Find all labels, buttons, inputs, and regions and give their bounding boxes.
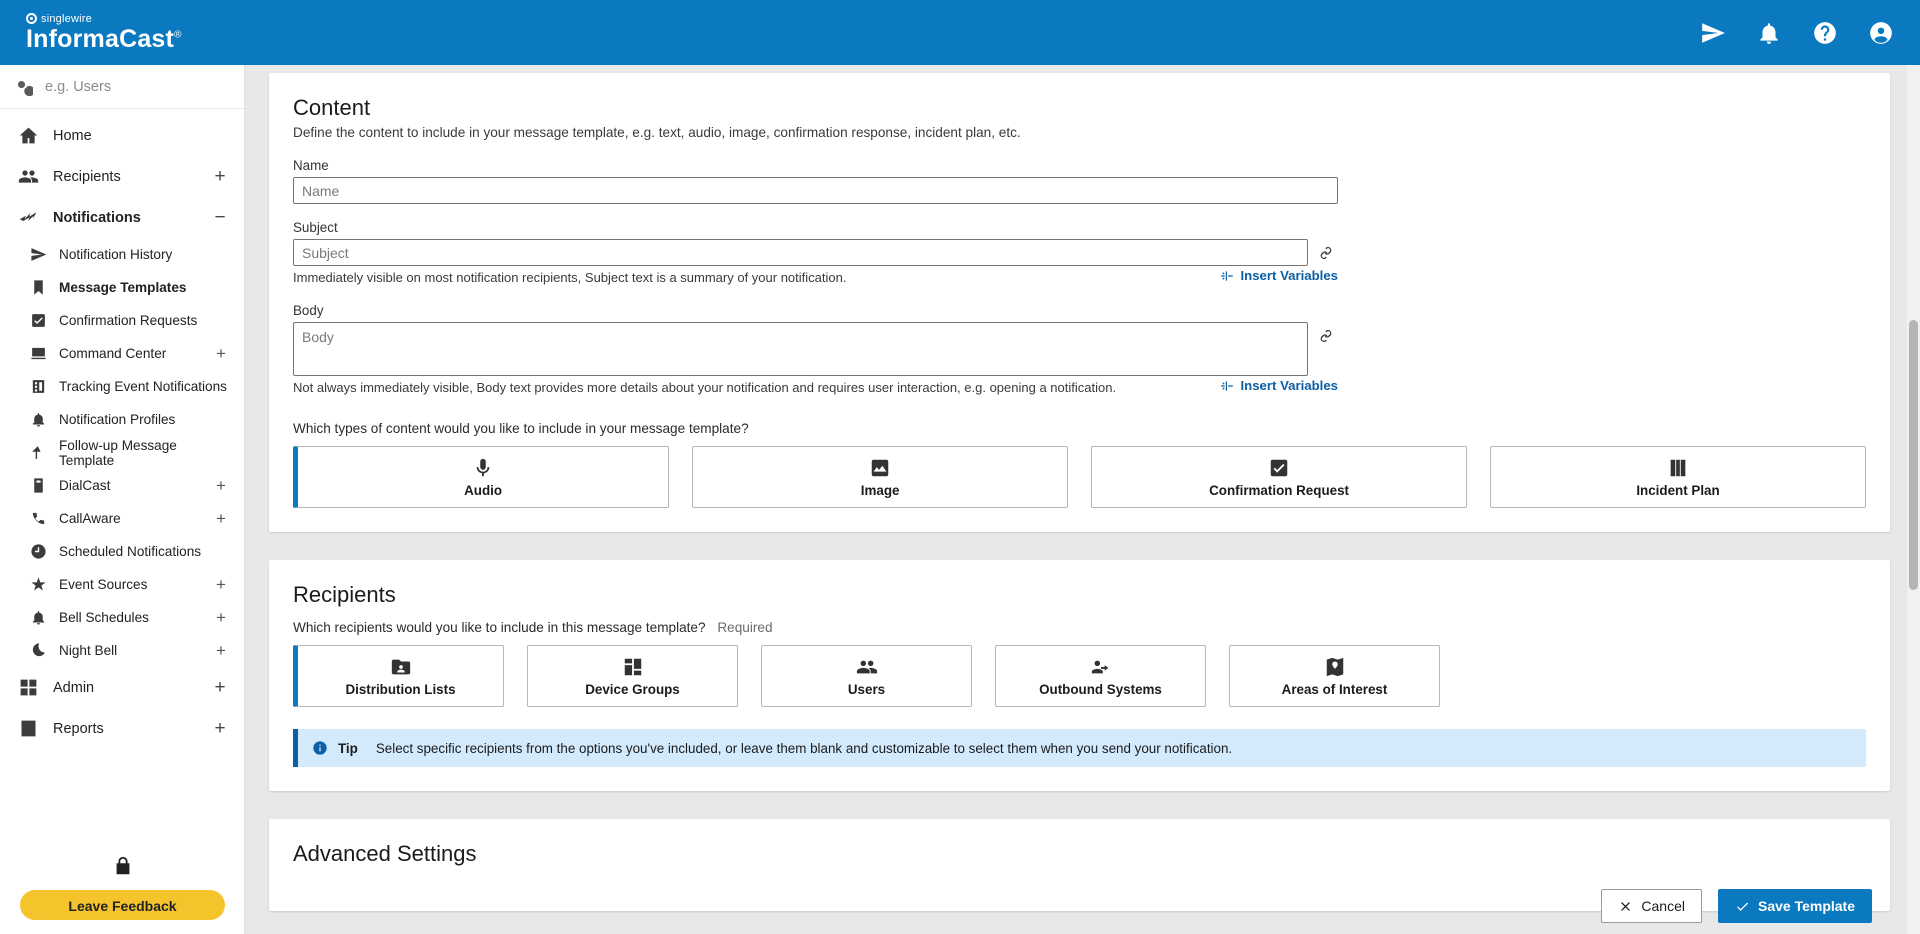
- expand-indicator[interactable]: +: [214, 677, 226, 698]
- brand-small-label: singlewire: [41, 12, 92, 25]
- expand-indicator[interactable]: +: [216, 607, 226, 627]
- areas-of-interest-icon: [1324, 656, 1346, 678]
- required-label: Required: [717, 620, 773, 635]
- close-icon: [1618, 899, 1633, 914]
- search-icon: [14, 77, 33, 96]
- recipient-tile-label: Distribution Lists: [345, 681, 456, 697]
- command-center-icon: [30, 345, 47, 362]
- expand-indicator[interactable]: +: [216, 475, 226, 495]
- sidebar-item-home[interactable]: [0, 115, 244, 156]
- expand-indicator[interactable]: +: [214, 718, 226, 739]
- recipient-tile-areas-of-interest[interactable]: [1229, 645, 1440, 707]
- sidebar-nav: [0, 109, 244, 749]
- insert-variables-subject-button[interactable]: [1220, 268, 1339, 283]
- sidebar-item-confirmation-requests[interactable]: [0, 304, 244, 337]
- top-bar: [0, 0, 1920, 65]
- recipient-tile-label: Outbound Systems: [1039, 681, 1162, 697]
- main-scrollbar[interactable]: [1907, 65, 1920, 934]
- check-square-icon: [1268, 457, 1290, 479]
- sidebar-item-bell-schedules[interactable]: [0, 601, 244, 634]
- content-section-subtitle: Define the content to include in your message template, e.g. text, audio, image, confirmation response, incident plan, etc.: [293, 125, 1021, 140]
- brand-registered-mark: ®: [174, 29, 182, 41]
- recipient-tile-device-groups[interactable]: [527, 645, 738, 707]
- dialcast-icon: [30, 477, 47, 494]
- tip-text: Select specific recipients from the options you've included, or leave them blank and customizable to select them when you send your notification.: [375, 740, 1233, 756]
- main-content: [245, 65, 1920, 934]
- body-field-label: Body: [293, 303, 324, 318]
- sidebar-footer: [0, 855, 245, 934]
- tracking-icon: [30, 378, 47, 395]
- recipients-question-text: Which recipients would you like to include in this message template?: [293, 620, 706, 635]
- sidebar-item-message-templates[interactable]: [0, 271, 244, 304]
- sidebar-item-follow-up-message-template[interactable]: [0, 436, 244, 469]
- cancel-label: Cancel: [1641, 898, 1685, 914]
- sidebar-item-label: Reports: [53, 720, 104, 737]
- incident-plan-icon: [1667, 457, 1689, 479]
- home-icon: [18, 125, 39, 146]
- insert-variables-icon: [1220, 269, 1234, 283]
- content-card: [269, 73, 1890, 532]
- recipient-tile-users[interactable]: [761, 645, 972, 707]
- subject-field-label: Subject: [293, 220, 338, 235]
- distribution-list-icon: [390, 656, 412, 678]
- content-tile-label: Incident Plan: [1636, 482, 1720, 498]
- sidebar-item-notifications[interactable]: [0, 197, 244, 238]
- content-tile-label: Image: [860, 482, 900, 498]
- body-input-row: [293, 322, 1866, 376]
- recipients-card: [269, 560, 1890, 791]
- sidebar-subitem-label: Scheduled Notifications: [59, 544, 202, 559]
- insert-variables-icon: [1220, 379, 1234, 393]
- content-types-question: Which types of content would you like to include in your message template?: [293, 421, 749, 436]
- admin-icon: [18, 677, 39, 698]
- save-label: Save Template: [1757, 898, 1855, 914]
- name-input[interactable]: [293, 177, 1338, 204]
- content-tile-audio[interactable]: [293, 446, 669, 508]
- sidebar-subitem-label: DialCast: [59, 478, 111, 493]
- sidebar-item-dialcast[interactable]: [0, 469, 244, 502]
- bell-schedules-icon: [30, 609, 47, 626]
- cancel-button[interactable]: [1601, 889, 1702, 923]
- sidebar-item-label: Notifications: [53, 209, 141, 226]
- sidebar-item-admin[interactable]: [0, 667, 244, 708]
- check-icon: [1735, 899, 1750, 914]
- expand-indicator[interactable]: +: [216, 640, 226, 660]
- body-helper-text: Not always immediately visible, Body text provides more details about your notification and requires user interaction, e.g. opening a notification.: [293, 380, 1117, 395]
- sidebar-subitem-label: Follow-up Message Template: [59, 437, 177, 468]
- brand-logo[interactable]: [26, 13, 182, 52]
- tip-label: Tip: [338, 740, 358, 756]
- expand-indicator[interactable]: +: [216, 343, 226, 363]
- recipient-tile-distribution-lists[interactable]: [293, 645, 504, 707]
- sidebar-subitem-label: Message Templates: [59, 280, 187, 295]
- brand-small-row: [26, 13, 182, 25]
- recipient-tile-label: Device Groups: [585, 681, 680, 697]
- brand-title: [26, 26, 182, 52]
- recipients-question: [293, 620, 1866, 635]
- sidebar-subitem-label: Command Center: [59, 346, 167, 361]
- sidebar-subitem-label: Night Bell: [59, 643, 118, 658]
- bell-icon[interactable]: [1756, 20, 1782, 46]
- profile-bell-icon: [30, 411, 47, 428]
- singlewire-logo-icon: [26, 13, 37, 24]
- lock-icon: [112, 855, 134, 877]
- event-sources-icon: [30, 576, 47, 593]
- account-icon[interactable]: [1868, 20, 1894, 46]
- sidebar-subitem-label: Event Sources: [59, 577, 148, 592]
- sidebar-item-label: Admin: [53, 679, 95, 696]
- content-type-tiles: [293, 446, 1866, 508]
- link-icon[interactable]: [1318, 328, 1334, 344]
- body-helper-row: [293, 376, 1338, 395]
- recipients-tip: [293, 729, 1866, 767]
- content-tile-confirmation-request[interactable]: [1091, 446, 1467, 508]
- sidebar-item-tracking-event-notifications[interactable]: [0, 370, 244, 403]
- recipient-tile-label: Users: [847, 681, 886, 697]
- reports-icon: [18, 718, 39, 739]
- subject-input[interactable]: [293, 239, 1308, 266]
- users-icon: [856, 656, 878, 678]
- subject-helper-row: [293, 266, 1338, 285]
- device-groups-icon: [622, 656, 644, 678]
- send-icon: [30, 246, 47, 263]
- sidebar-subitem-label: Confirmation Requests: [59, 313, 198, 328]
- scheduled-icon: [30, 543, 47, 560]
- sidebar-item-callaware[interactable]: [0, 502, 244, 535]
- subject-helper-text: Immediately visible on most notification recipients, Subject text is a summary of your notification.: [293, 270, 847, 285]
- expand-indicator[interactable]: +: [214, 166, 226, 187]
- sidebar-item-notification-history[interactable]: [0, 238, 244, 271]
- collapse-indicator[interactable]: −: [214, 207, 226, 228]
- content-tile-incident-plan[interactable]: [1490, 446, 1866, 508]
- night-bell-icon: [30, 642, 47, 659]
- content-tile-label: Confirmation Request: [1209, 482, 1349, 498]
- brand-title-text: InformaCast: [26, 24, 175, 53]
- save-template-button[interactable]: [1718, 889, 1872, 923]
- sidebar-item-reports[interactable]: [0, 708, 244, 749]
- name-field-label: Name: [293, 158, 329, 173]
- sidebar-subitem-label: Notification History: [59, 247, 173, 262]
- recipients-icon: [18, 166, 39, 187]
- body-input[interactable]: [293, 322, 1308, 376]
- microphone-icon: [472, 457, 494, 479]
- sidebar-item-notification-profiles[interactable]: [0, 403, 244, 436]
- send-icon[interactable]: [1700, 20, 1726, 46]
- sidebar-item-scheduled-notifications[interactable]: [0, 535, 244, 568]
- advanced-section-title: Advanced Settings: [293, 841, 477, 866]
- leave-feedback-button[interactable]: Leave Feedback: [20, 890, 225, 920]
- confirmation-icon: [30, 312, 47, 329]
- follow-up-icon: [30, 444, 47, 461]
- top-bar-actions: [1700, 20, 1894, 46]
- callaware-icon: [30, 510, 47, 527]
- content-tile-label: Audio: [464, 482, 503, 498]
- content-section-title: Content: [293, 95, 371, 120]
- scrollbar-thumb[interactable]: [1909, 320, 1918, 590]
- sidebar-item-label: Recipients: [53, 168, 121, 185]
- sidebar: [0, 65, 245, 934]
- insert-variables-label: Insert Variables: [1240, 268, 1338, 283]
- insert-variables-body-button[interactable]: [1220, 378, 1339, 393]
- sidebar-item-night-bell[interactable]: [0, 634, 244, 667]
- sidebar-item-command-center[interactable]: [0, 337, 244, 370]
- search-input[interactable]: [43, 78, 234, 96]
- recipient-tile-label: Areas of Interest: [1281, 681, 1388, 697]
- help-icon[interactable]: [1812, 20, 1838, 46]
- recipients-section-title: Recipients: [293, 582, 396, 607]
- sidebar-item-recipients[interactable]: [0, 156, 244, 197]
- expand-indicator[interactable]: +: [216, 574, 226, 594]
- recipient-tiles: [293, 645, 1866, 707]
- link-icon[interactable]: [1318, 245, 1334, 261]
- sidebar-subitem-label: Tracking Event Notifications: [59, 379, 227, 394]
- sidebar-subitem-label: Notification Profiles: [59, 412, 176, 427]
- sidebar-search[interactable]: [0, 65, 244, 109]
- sidebar-item-event-sources[interactable]: [0, 568, 244, 601]
- subject-input-row: [293, 239, 1866, 266]
- sidebar-item-label: Home: [53, 127, 92, 144]
- sidebar-subitem-label: CallAware: [59, 511, 121, 526]
- image-icon: [869, 457, 891, 479]
- insert-variables-label: Insert Variables: [1240, 378, 1338, 393]
- sidebar-subitem-label: Bell Schedules: [59, 610, 149, 625]
- recipient-tile-outbound-systems[interactable]: [995, 645, 1206, 707]
- info-icon: [312, 740, 328, 756]
- expand-indicator[interactable]: +: [216, 508, 226, 528]
- content-tile-image[interactable]: [692, 446, 1068, 508]
- template-icon: [30, 279, 47, 296]
- notifications-icon: [18, 207, 39, 228]
- outbound-systems-icon: [1090, 656, 1112, 678]
